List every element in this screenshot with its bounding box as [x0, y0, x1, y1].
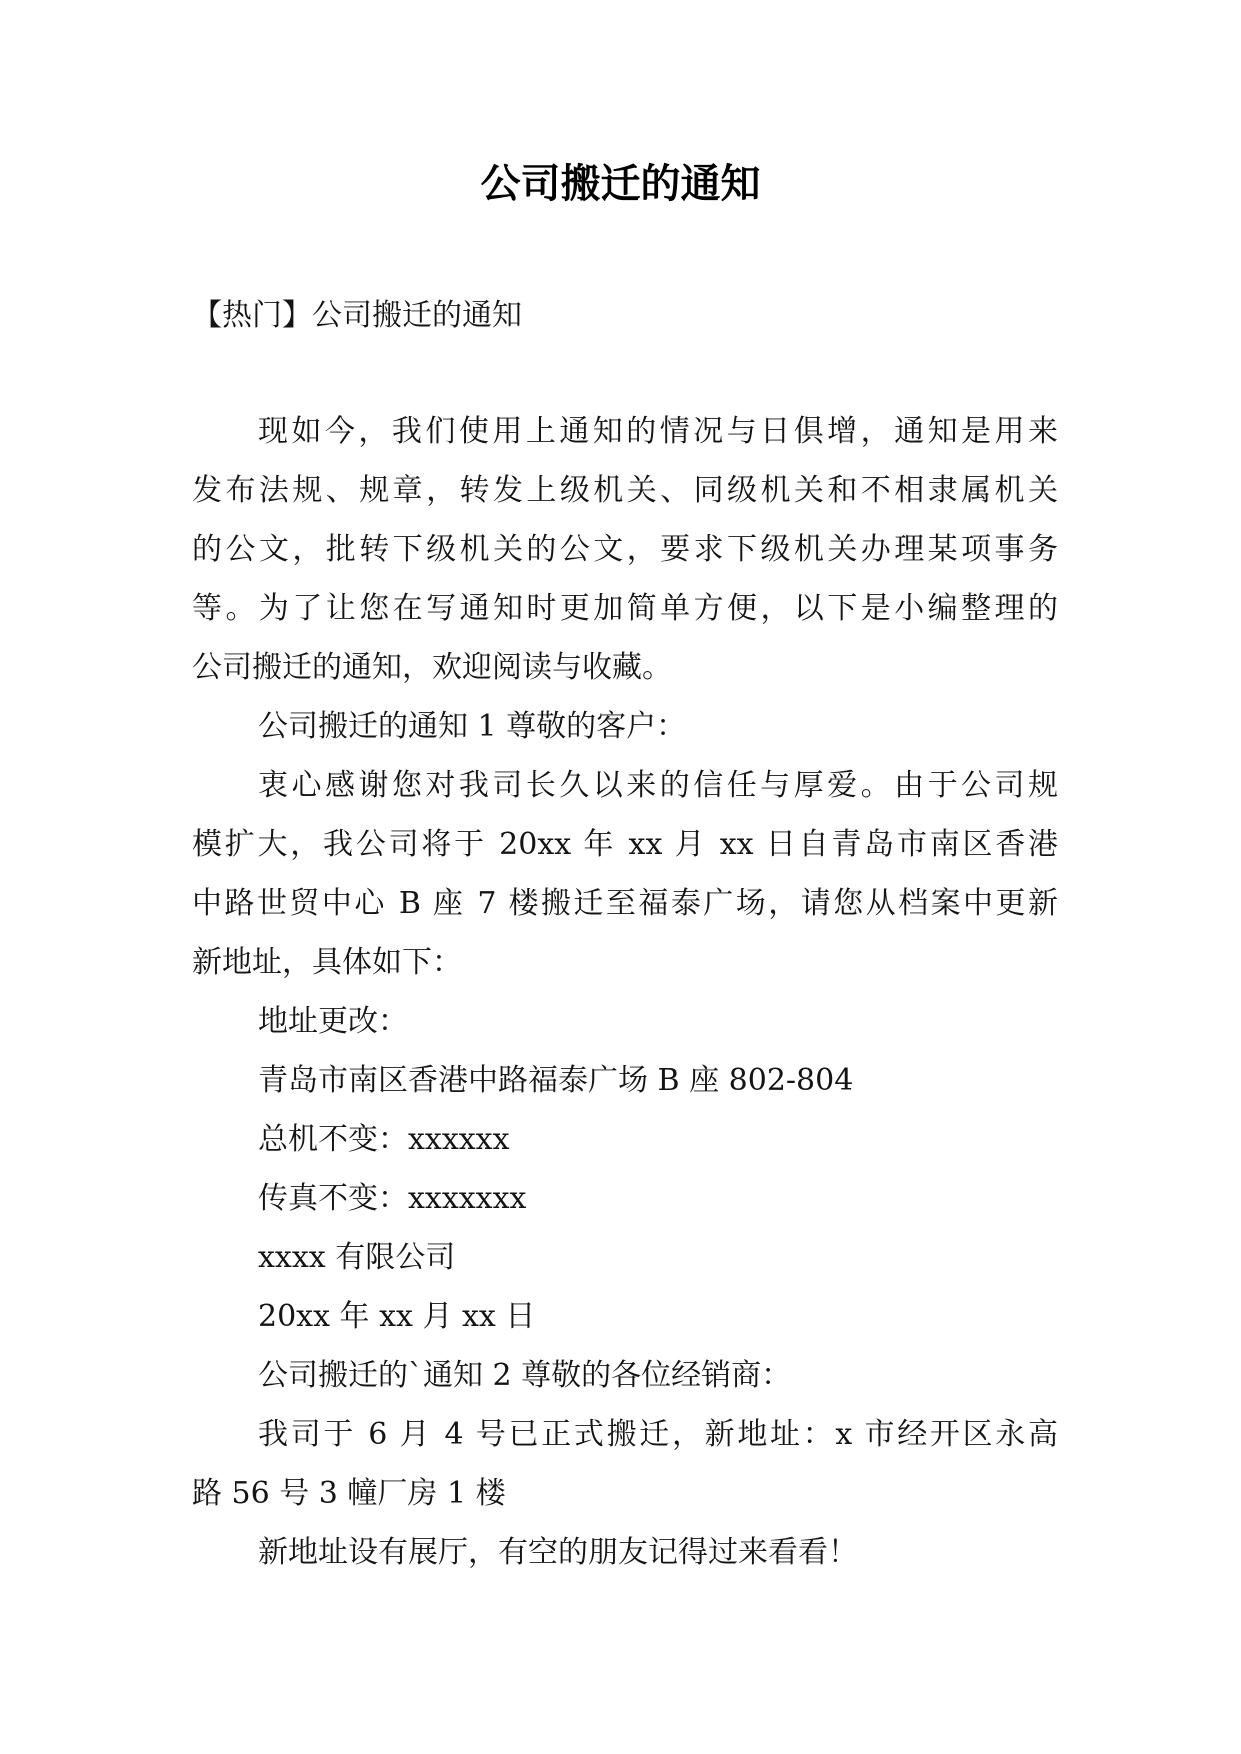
text-line: 传真不变：xxxxxxx — [258, 1181, 527, 1216]
text-line: 模扩大，我公司将于 20xx 年 xx 月 xx 日自青岛市南区香港 — [192, 827, 1058, 862]
text-line: 衷心感谢您对我司长久以来的信任与厚爱。由于公司规 — [258, 768, 1058, 803]
signature-date — [192, 1287, 1058, 1346]
notice-2-body — [192, 1405, 1058, 1523]
text-line: 公司搬迁的通知，欢迎阅读与收藏。 — [192, 650, 672, 685]
text-line: 公司搬迁的通知 1 尊敬的客户： — [258, 709, 687, 744]
fax-number — [192, 1169, 1058, 1228]
text-line: 现如今，我们使用上通知的情况与日俱增，通知是用来 — [258, 414, 1058, 449]
text-line: 公司搬迁的`通知 2 尊敬的各位经销商： — [258, 1358, 792, 1393]
text-line: 新地址，具体如下： — [192, 945, 462, 980]
text-line: 中路世贸中心 B 座 7 楼搬迁至福泰广场，请您从档案中更新 — [192, 886, 1058, 921]
notice-2-heading — [192, 1346, 1058, 1405]
text-line: 的公文，批转下级机关的公文，要求下级机关办理某项事务 — [192, 532, 1058, 567]
text-line: 等。为了让您在写通知时更加简单方便，以下是小编整理的 — [192, 591, 1058, 626]
company-signature — [192, 1228, 1058, 1287]
new-address — [192, 1051, 1058, 1110]
text-line: 路 56 号 3 幢厂房 1 楼 — [192, 1476, 506, 1511]
document-content — [192, 286, 1058, 1582]
notice-1-body — [192, 756, 1058, 992]
text-line: 我司于 6 月 4 号已正式搬迁，新地址：x 市经开区永高 — [258, 1417, 1058, 1452]
text-line: 青岛市南区香港中路福泰广场 B 座 802-804 — [258, 1063, 854, 1098]
document-title: 公司搬迁的通知 — [480, 160, 761, 207]
text-line: 总机不变：xxxxxx — [258, 1122, 510, 1157]
text-line: xxxx 有限公司 — [258, 1240, 456, 1275]
address-label — [192, 992, 1058, 1051]
notice-2-closing — [192, 1523, 1058, 1582]
text-line: 新地址设有展厅，有空的朋友记得过来看看！ — [258, 1535, 858, 1570]
notice-1-heading — [192, 697, 1058, 756]
intro-paragraph — [192, 402, 1058, 697]
text-line: 20xx 年 xx 月 xx 日 — [258, 1299, 536, 1334]
tag-line: 【热门】公司搬迁的通知 — [192, 298, 522, 333]
phone-number — [192, 1110, 1058, 1169]
text-line: 发布法规、规章，转发上级机关、同级机关和不相隶属机关 — [192, 473, 1058, 508]
text-line: 地址更改： — [258, 1004, 408, 1039]
